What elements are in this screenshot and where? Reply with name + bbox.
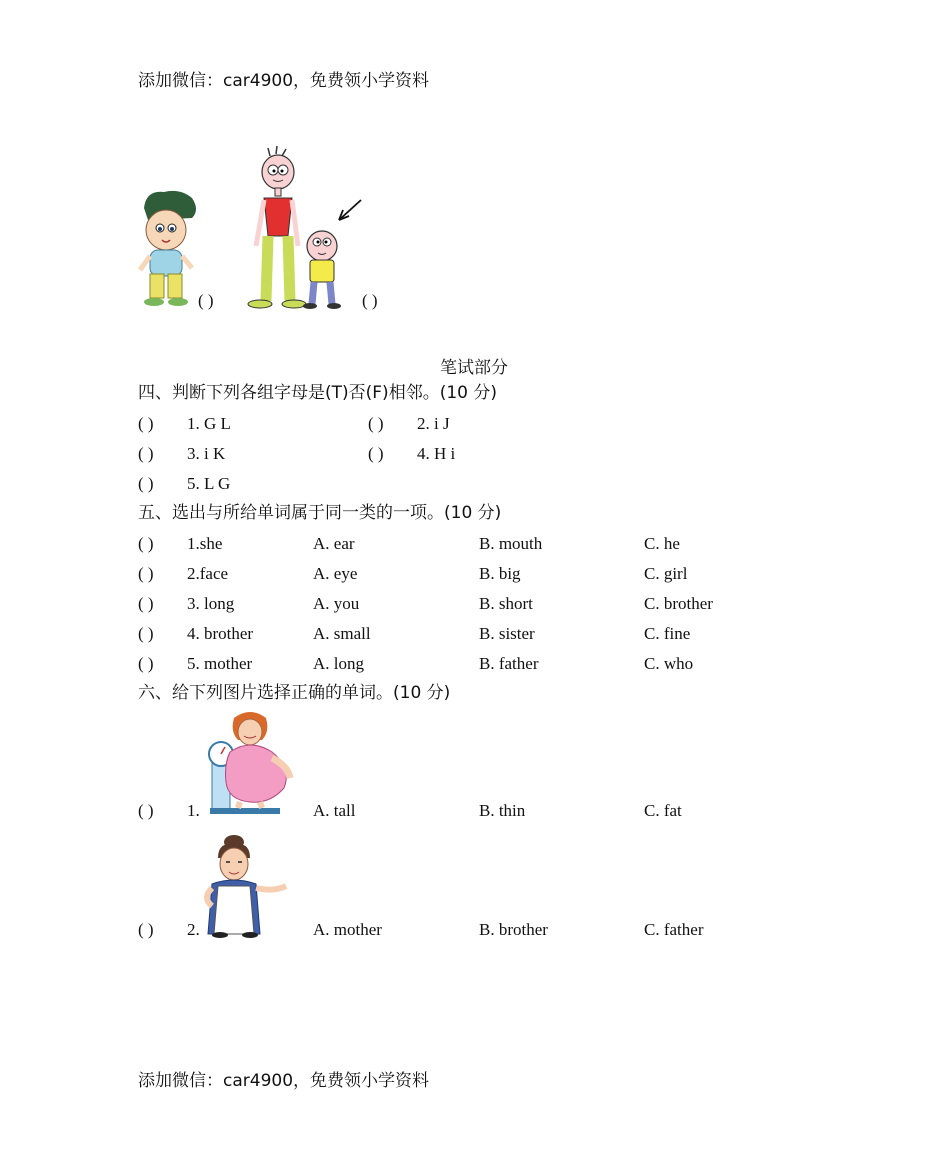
s5-row4-option-c[interactable]: C. fine (644, 624, 691, 643)
s4-item3-paren[interactable]: ( ) (138, 444, 154, 463)
s5-row1-paren[interactable]: ( ) (138, 534, 154, 553)
s4-item4-text: 4. H i (417, 444, 456, 463)
s5-row3-paren[interactable]: ( ) (138, 594, 154, 613)
tall-man-figure (248, 146, 306, 308)
mother-picture (198, 834, 294, 938)
s5-row2-paren[interactable]: ( ) (138, 564, 154, 583)
s5-row5-paren[interactable]: ( ) (138, 654, 154, 673)
s5-row4-option-b[interactable]: B. sister (479, 624, 535, 643)
s4-item2-paren[interactable]: ( ) (368, 414, 384, 433)
footer-note: 添加微信：car4900，免费领小学资料 (138, 1071, 430, 1091)
s6-row1-option-a[interactable]: A. tall (313, 801, 356, 820)
s6-row1-option-c[interactable]: C. fat (644, 801, 682, 820)
boy-figure (140, 191, 196, 306)
s6-row2-paren[interactable]: ( ) (138, 920, 154, 939)
s5-row5-option-a[interactable]: A. long (313, 654, 364, 673)
s5-row1-option-c[interactable]: C. he (644, 534, 680, 553)
s4-item2-text: 2. i J (417, 414, 450, 433)
s5-row5-option-c[interactable]: C. who (644, 654, 694, 673)
s5-row4-question: 4. brother (187, 624, 254, 643)
s6-row2-option-b[interactable]: B. brother (479, 920, 548, 939)
s5-row2-option-c[interactable]: C. girl (644, 564, 688, 583)
s5-row1-question: 1.she (187, 534, 223, 553)
answer-blank-2[interactable]: ( ) (362, 291, 378, 310)
s4-item4-paren[interactable]: ( ) (368, 444, 384, 463)
answer-blank-1[interactable]: ( ) (198, 291, 214, 310)
section5-title: 五、选出与所给单词属于同一类的一项。(10 分) (138, 503, 502, 523)
section6-title: 六、给下列图片选择正确的单词。(10 分) (138, 683, 451, 703)
s5-row2-option-b[interactable]: B. big (479, 564, 521, 583)
height-illustration (136, 146, 376, 311)
s5-row3-question: 3. long (187, 594, 235, 613)
s5-row3-option-b[interactable]: B. short (479, 594, 533, 613)
s6-row2-option-c[interactable]: C. father (644, 920, 704, 939)
s6-row2-question: 2. (187, 920, 200, 939)
s5-row5-question: 5. mother (187, 654, 253, 673)
s4-item1-paren[interactable]: ( ) (138, 414, 154, 433)
written-part-title: 笔试部分 (440, 358, 508, 378)
s6-row2-option-a[interactable]: A. mother (313, 920, 382, 939)
s6-row1-option-b[interactable]: B. thin (479, 801, 526, 820)
s5-row5-option-b[interactable]: B. father (479, 654, 539, 673)
header-note: 添加微信：car4900，免费领小学资料 (138, 71, 430, 91)
s5-row4-option-a[interactable]: A. small (313, 624, 371, 643)
s4-item3-text: 3. i K (187, 444, 226, 463)
s5-row3-option-a[interactable]: A. you (313, 594, 360, 613)
s5-row4-paren[interactable]: ( ) (138, 624, 154, 643)
s5-row1-option-b[interactable]: B. mouth (479, 534, 543, 553)
s5-row1-option-a[interactable]: A. ear (313, 534, 355, 553)
section4-title: 四、判断下列各组字母是(T)否(F)相邻。(10 分) (138, 383, 497, 403)
s4-item1-text: 1. G L (187, 414, 231, 433)
fat-woman-picture (200, 708, 296, 816)
s5-row3-option-c[interactable]: C. brother (644, 594, 713, 613)
s6-row1-paren[interactable]: ( ) (138, 801, 154, 820)
s6-row1-question: 1. (187, 801, 200, 820)
short-man-figure (303, 200, 361, 309)
s5-row2-option-a[interactable]: A. eye (313, 564, 358, 583)
s4-item5-paren[interactable]: ( ) (138, 474, 154, 493)
s4-item5-text: 5. L G (187, 474, 231, 493)
s5-row2-question: 2.face (187, 564, 229, 583)
